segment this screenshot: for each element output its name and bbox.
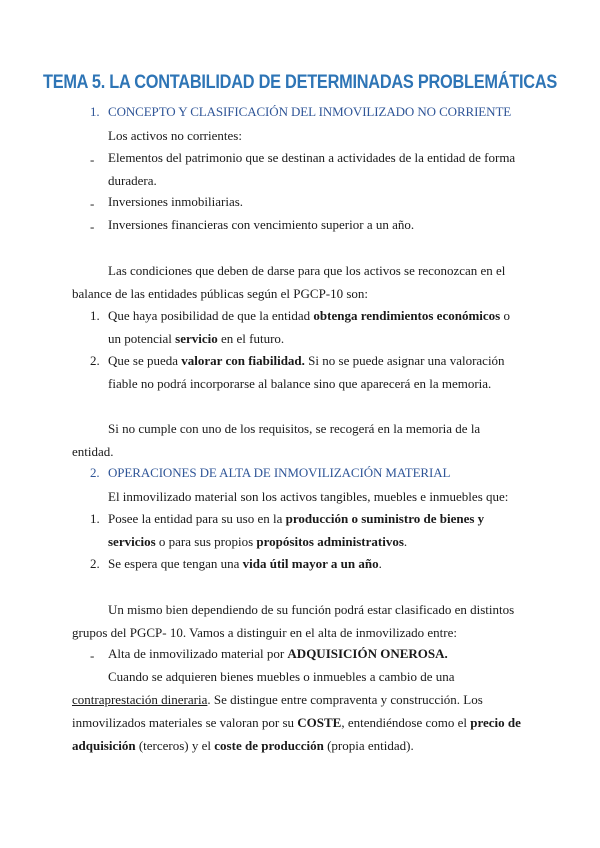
- section-2-heading: [90, 465, 450, 481]
- sec1-bullet-3: Inversiones financieras con vencimiento superior a un año.: [108, 217, 415, 232]
- sec2-item1-line2: servicios o para sus propios propósitos administrativos.: [108, 534, 408, 549]
- bullet-dash: -: [90, 152, 95, 167]
- list-marker: 1.: [90, 308, 100, 323]
- sec2-item2-line1: Se espera que tengan una vida útil mayor a un año.: [108, 556, 382, 571]
- bullet-dash: -: [90, 648, 95, 663]
- sec1-bullet-2: Inversiones inmobiliarias.: [108, 194, 244, 209]
- sec2-para2-line3: inmovilizados materiales se valoran por su COSTE, entendiéndose como el precio de: [72, 715, 521, 730]
- sec2-para1-line1: Un mismo bien dependiendo de su función podrá estar clasificado en distintos: [108, 602, 515, 617]
- sec1-item1-line1: Que haya posibilidad de que la entidad obtenga rendimientos económicos o: [108, 308, 510, 323]
- sec1-item2-line1: Que se pueda valorar con fiabilidad. Si no se puede asignar una valoración: [108, 353, 505, 368]
- sec1-para2-line2: entidad.: [72, 444, 114, 459]
- sec2-bullet-line: Alta de inmovilizado material por ADQUISICIÓN ONEROSA.: [108, 646, 448, 661]
- sec1-para1-line1: Las condiciones que deben de darse para que los activos se reconozcan en el: [108, 263, 506, 278]
- sec1-bullet-1: Elementos del patrimonio que se destinan a actividades de la entidad de forma: [108, 150, 516, 165]
- sec2-intro: El inmovilizado material son los activos tangibles, muebles e inmuebles que:: [108, 489, 509, 504]
- sec2-para2-line1: Cuando se adquieren bienes muebles o inmuebles a cambio de una: [108, 669, 455, 684]
- sec2-item1-line1: Posee la entidad para su uso en la producción o suministro de bienes y: [108, 511, 485, 526]
- page-title: TEMA 5. LA CONTABILIDAD DE DETERMINADAS PROBLEMÁTICAS: [42, 72, 558, 93]
- sec1-item2-line2: fiable no podrá incorporarse al balance sino que aparecerá en la memoria.: [108, 376, 492, 391]
- sec1-para1-line2: balance de las entidades públicas según el PGCP-10 son:: [72, 286, 369, 301]
- bullet-dash: -: [90, 196, 95, 211]
- sec1-bullet-1-cont: duradera.: [108, 173, 157, 188]
- sec2-para2-line4: adquisición (terceros) y el coste de producción (propia entidad).: [72, 738, 414, 753]
- section-1-number: 1.: [90, 104, 100, 119]
- sec1-intro: Los activos no corrientes:: [108, 128, 242, 143]
- section-2-number: 2.: [90, 465, 100, 480]
- section-1-heading: [90, 104, 511, 120]
- section-2-title: OPERACIONES DE ALTA DE INMOVILIZACIÓN MATERIAL: [108, 465, 451, 480]
- section-1-title: CONCEPTO Y CLASIFICACIÓN DEL INMOVILIZADO NO CORRIENTE: [108, 104, 512, 119]
- sec1-para2-line1: Si no cumple con uno de los requisitos, se recogerá en la memoria de la: [108, 421, 481, 436]
- bullet-dash: -: [90, 219, 95, 234]
- list-marker: 1.: [90, 511, 100, 526]
- sec2-para2-line2: contraprestación dineraria. Se distingue entre compraventa y construcción. Los: [72, 692, 483, 707]
- list-marker: 2.: [90, 556, 100, 571]
- sec1-item1-line2: un potencial servicio en el futuro.: [108, 331, 285, 346]
- sec2-para1-line2: grupos del PGCP- 10. Vamos a distinguir en el alta de inmovilizado entre:: [72, 625, 458, 640]
- list-marker: 2.: [90, 353, 100, 368]
